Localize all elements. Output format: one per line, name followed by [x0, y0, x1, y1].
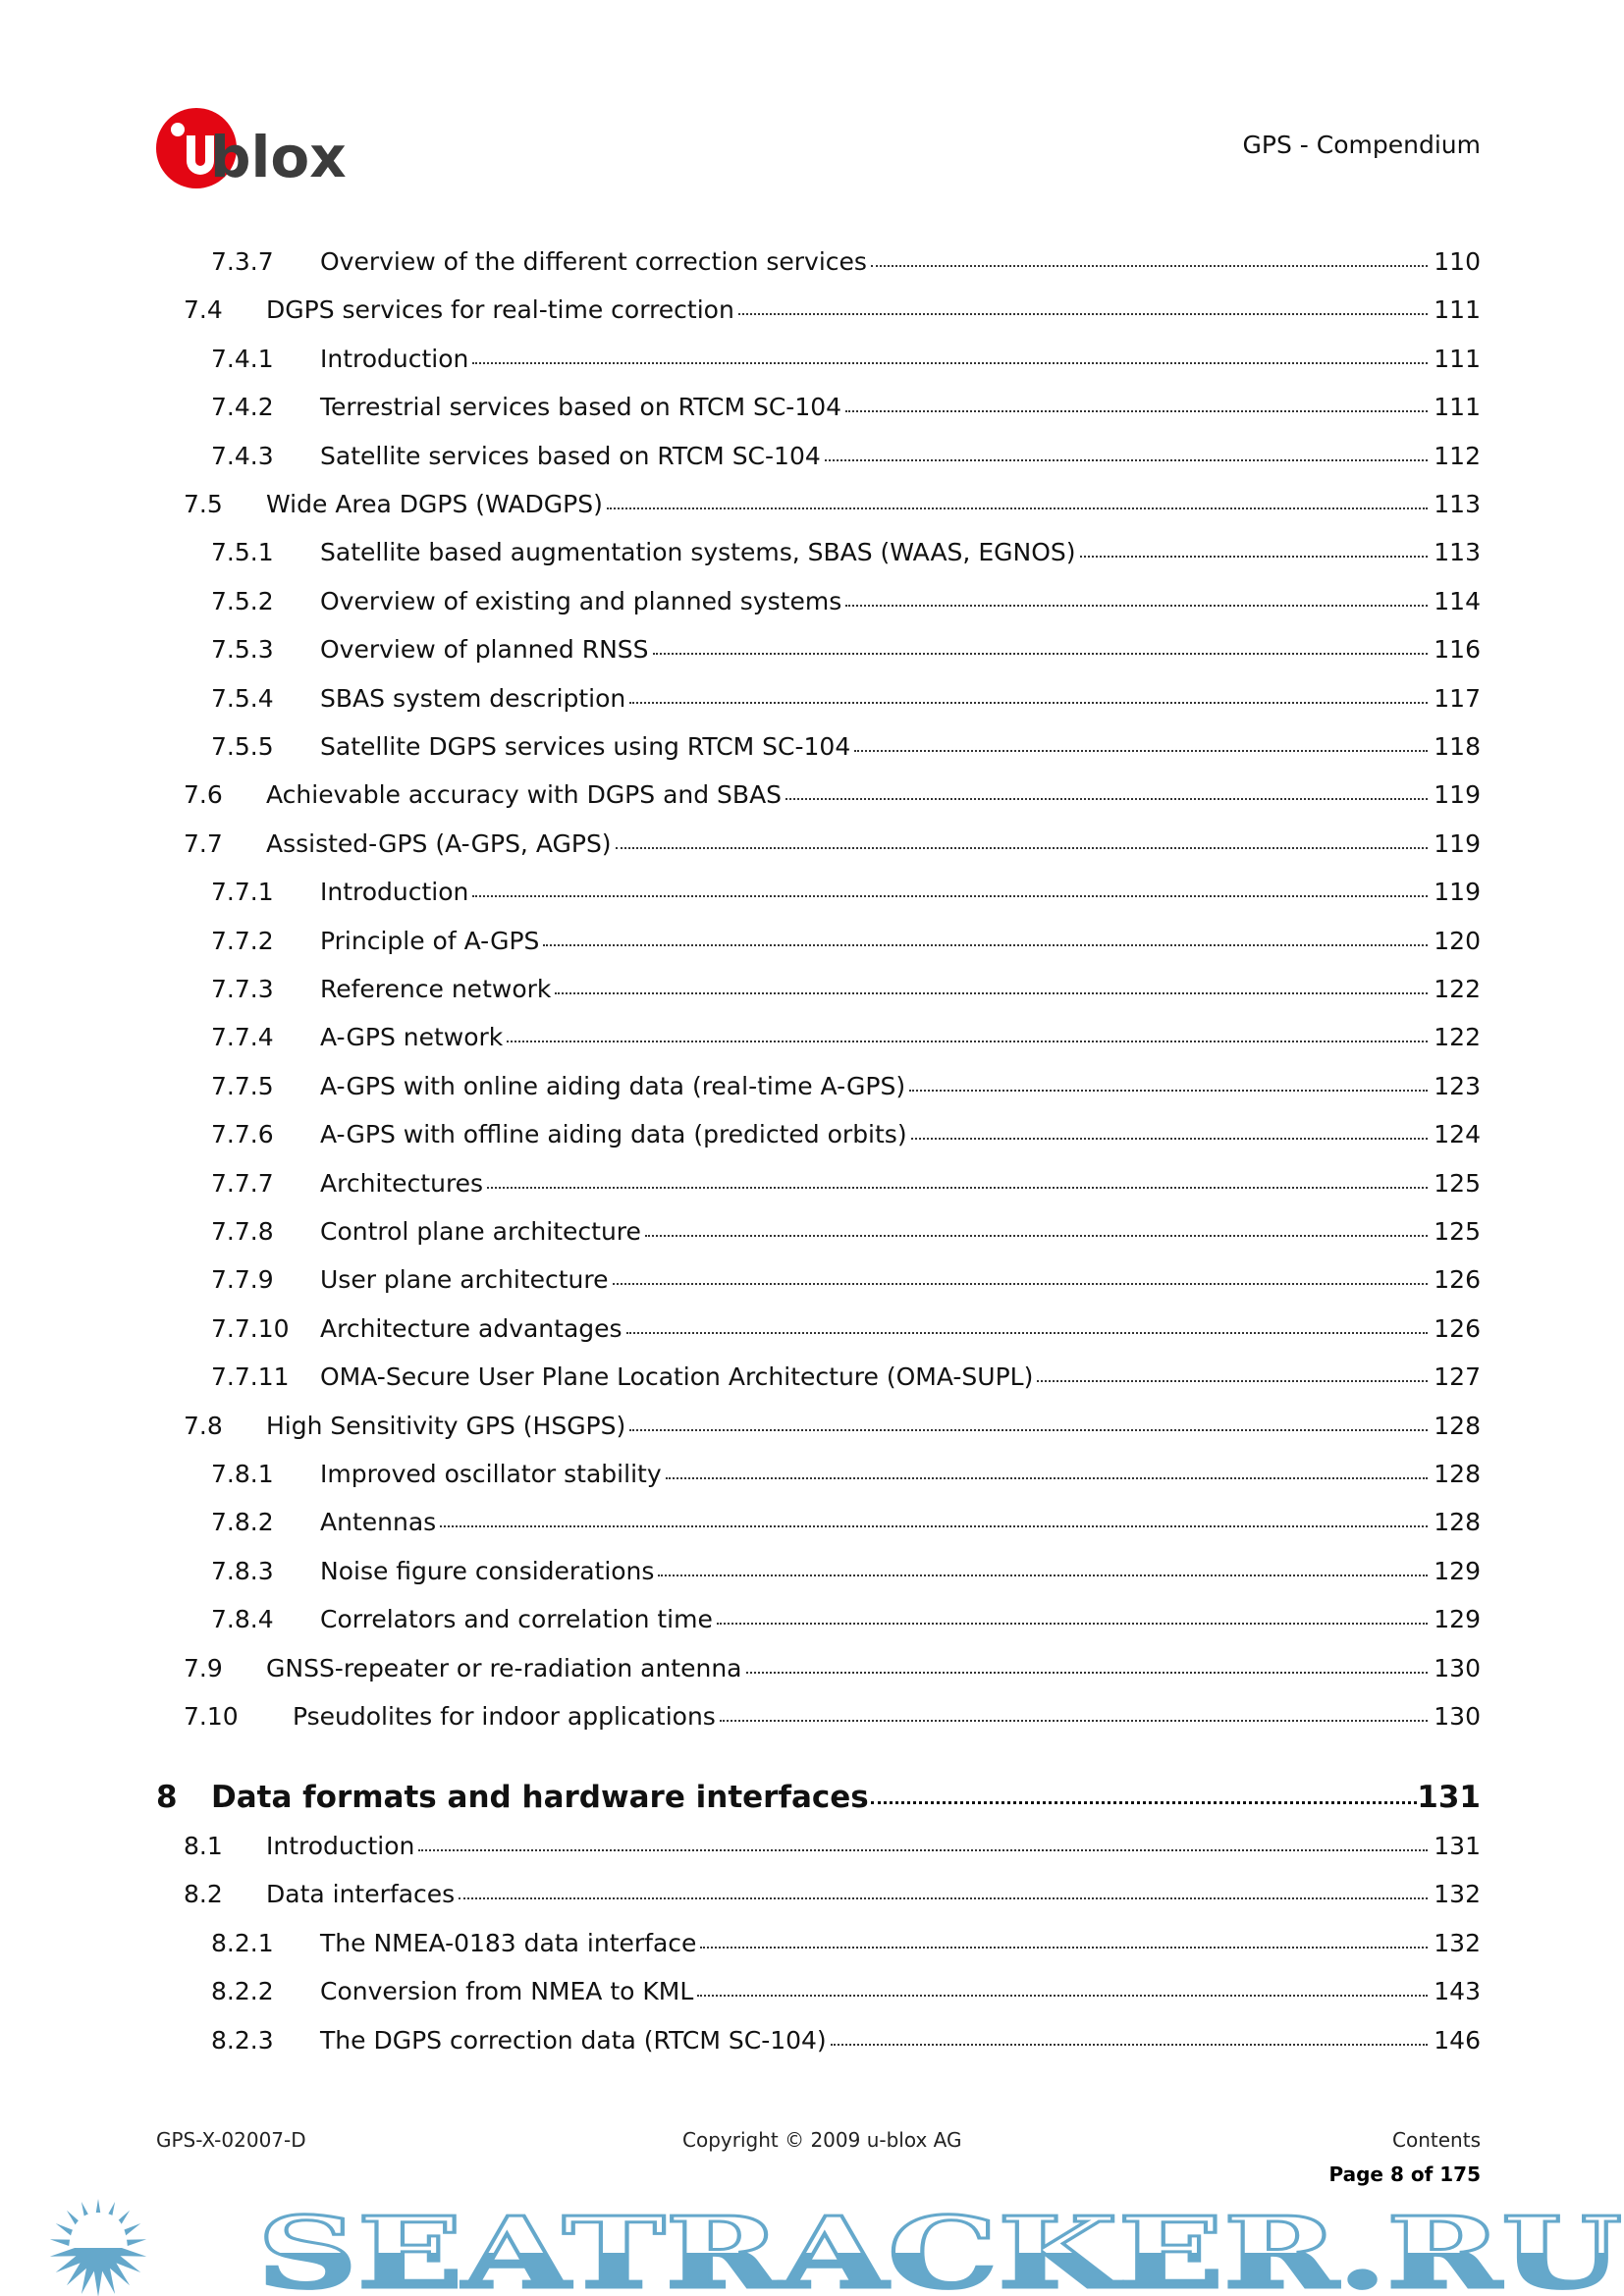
dot-leader: [555, 992, 1428, 994]
toc-entry-label: SBAS system description: [320, 683, 626, 713]
toc-entry-title: [211, 1780, 1481, 1815]
toc-entry-page: 126: [1434, 1265, 1481, 1295]
toc-entry-title: [266, 829, 1481, 858]
toc-entry[interactable]: [0, 393, 1481, 432]
toc-entry-number: 7.8.3: [211, 1556, 274, 1585]
dot-leader: [854, 750, 1428, 752]
toc-entry-title: [320, 684, 1481, 713]
toc-entry-page: 130: [1434, 1702, 1481, 1731]
toc-entry-title: [320, 1557, 1481, 1585]
dot-leader: [825, 459, 1429, 461]
footer-section: Contents: [1392, 2128, 1481, 2152]
toc-entry[interactable]: [0, 1605, 1481, 1644]
toc-entry-number: 7.8.4: [211, 1605, 274, 1634]
dot-leader: [613, 1283, 1429, 1285]
toc-entry-page: 114: [1434, 586, 1481, 615]
toc-entry[interactable]: [0, 1460, 1481, 1499]
toc-entry-page: 116: [1434, 635, 1481, 665]
watermark-text: SEATRACKER.RU: [257, 2197, 1622, 2296]
toc-entry-title: [320, 975, 1481, 1003]
toc-entry[interactable]: [0, 1977, 1481, 2016]
toc-entry-label: Data interfaces: [266, 1880, 456, 1909]
toc-entry-title: [320, 442, 1481, 470]
toc-entry-label: Satellite DGPS services using RTCM SC-104: [320, 732, 851, 761]
toc-entry[interactable]: [0, 684, 1481, 723]
toc-entry-label: Improved oscillator stability: [320, 1460, 662, 1488]
toc-entry[interactable]: [0, 732, 1481, 772]
toc-entry[interactable]: [0, 1557, 1481, 1596]
toc-entry-page: 129: [1434, 1605, 1481, 1634]
toc-entry[interactable]: [0, 1654, 1481, 1693]
toc-entry-title: [293, 1702, 1481, 1731]
toc-entry-page: 126: [1434, 1313, 1481, 1343]
toc-entry-title: [320, 1362, 1481, 1391]
toc-entry-label: Control plane architecture: [320, 1217, 641, 1246]
toc-entry-title: [320, 345, 1481, 373]
toc-entry-label: The DGPS correction data (RTCM SC-104): [320, 2025, 827, 2055]
dot-leader: [616, 847, 1429, 849]
toc-entry-title: [320, 2026, 1481, 2055]
dot-leader: [845, 605, 1428, 607]
dot-leader: [845, 410, 1428, 412]
toc-entry-title: [320, 1023, 1481, 1051]
dot-leader: [717, 1623, 1428, 1625]
toc-entry[interactable]: [0, 927, 1481, 966]
dot-leader: [697, 1995, 1428, 1997]
dot-leader: [785, 798, 1428, 800]
toc-entry[interactable]: [0, 295, 1481, 335]
toc-entry[interactable]: [0, 635, 1481, 674]
toc-entry-label: Overview of planned RNSS: [320, 635, 649, 665]
toc-entry-number: 7.7.7: [211, 1168, 274, 1198]
toc-entry-page: 112: [1434, 441, 1481, 470]
document-title: GPS - Compendium: [1242, 131, 1481, 159]
toc-entry-page: 130: [1434, 1653, 1481, 1682]
toc-entry[interactable]: [0, 2026, 1481, 2065]
sun-icon: [50, 2199, 146, 2296]
toc-entry-title: [266, 1412, 1481, 1440]
dot-leader: [626, 1332, 1429, 1334]
toc-entry-page: 125: [1434, 1168, 1481, 1198]
toc-entry-label: Architectures: [320, 1168, 484, 1198]
dot-leader: [607, 507, 1428, 509]
toc-entry-number: 7.5.5: [211, 732, 274, 761]
toc-entry-page: 143: [1434, 1977, 1481, 2006]
toc-entry-number: 7.4.3: [211, 441, 274, 470]
toc-entry-title: [320, 1217, 1481, 1246]
toc-entry[interactable]: [0, 780, 1481, 820]
toc-entry-page: 111: [1434, 344, 1481, 373]
dot-leader: [871, 1801, 1418, 1804]
toc-entry-number: 7.4: [184, 295, 223, 325]
toc-entry-label: Satellite services based on RTCM SC-104: [320, 441, 821, 470]
footer-page-number: Page 8 of 175: [1328, 2163, 1481, 2186]
toc-entry-title: [320, 1314, 1481, 1343]
dot-leader: [653, 653, 1429, 655]
toc-entry-label: User plane architecture: [320, 1265, 609, 1295]
toc-entry-label: High Sensitivity GPS (HSGPS): [266, 1411, 626, 1440]
toc-entry-number: 7.7.5: [211, 1071, 274, 1100]
toc-entry-number: 8.2: [184, 1880, 223, 1909]
toc-entry-title: [266, 490, 1481, 518]
toc-entry-page: 128: [1434, 1460, 1481, 1488]
toc-entry-page: 111: [1434, 295, 1481, 325]
dot-leader: [507, 1041, 1428, 1042]
toc-entry-label: Correlators and correlation time: [320, 1605, 713, 1634]
toc-entry-title: [266, 780, 1481, 809]
toc-entry[interactable]: [0, 1780, 1481, 1819]
toc-entry-page: 122: [1434, 975, 1481, 1003]
toc-entry-title: [266, 295, 1481, 324]
toc-entry-label: The NMEA-0183 data interface: [320, 1928, 697, 1957]
toc-entry-label: Achievable accuracy with DGPS and SBAS: [266, 780, 783, 810]
toc-entry-page: 127: [1434, 1362, 1481, 1392]
toc-entry-title: [320, 1929, 1481, 1957]
footer-copyright: Copyright © 2009 u-blox AG: [682, 2128, 962, 2152]
toc-entry[interactable]: [0, 1217, 1481, 1256]
toc-entry-page: 129: [1434, 1556, 1481, 1585]
toc-entry-number: 7.7.10: [211, 1313, 290, 1343]
toc-entry-title: [320, 247, 1481, 276]
toc-entry-page: 119: [1434, 878, 1481, 907]
toc-entry-number: 7.5.2: [211, 586, 274, 615]
toc-entry-label: Satellite based augmentation systems, SBAS (WAAS, EGNOS): [320, 538, 1076, 567]
toc-entry-title: [320, 635, 1481, 664]
toc-entry-page: 119: [1434, 780, 1481, 810]
toc-entry-number: 7.5.3: [211, 635, 274, 665]
toc-entry-label: Pseudolites for indoor applications: [293, 1702, 716, 1731]
dot-leader: [472, 362, 1428, 364]
toc-entry-page: 131: [1434, 1832, 1481, 1860]
toc-entry-number: 7.8.2: [211, 1508, 274, 1537]
dot-leader: [629, 1429, 1428, 1431]
dot-leader: [720, 1720, 1428, 1722]
toc-entry-number: 7.3.7: [211, 247, 274, 276]
toc-entry-title: [320, 1460, 1481, 1488]
toc-entry-title: [320, 1169, 1481, 1198]
toc-entry-label: A-GPS with offline aiding data (predicted orbits): [320, 1120, 907, 1149]
toc-entry-title: [320, 1508, 1481, 1536]
toc-entry[interactable]: [0, 1362, 1481, 1402]
dot-leader: [472, 895, 1428, 897]
dot-leader: [831, 2044, 1429, 2046]
toc-entry-label: DGPS services for real-time correction: [266, 295, 734, 325]
toc-entry-label: Antennas: [320, 1508, 437, 1537]
toc-entry-number: 7.6: [184, 780, 223, 810]
toc-entry-page: 120: [1434, 926, 1481, 955]
dot-leader: [645, 1235, 1428, 1237]
toc-entry[interactable]: [0, 247, 1481, 287]
dot-leader: [1037, 1380, 1428, 1382]
dot-leader: [629, 702, 1428, 704]
toc-entry-label: Conversion from NMEA to KML: [320, 1977, 694, 2006]
toc-entry[interactable]: [0, 1023, 1481, 1062]
dot-leader: [666, 1477, 1429, 1479]
toc-entry-label: Overview of the different correction services: [320, 247, 867, 276]
toc-entry-page: 110: [1434, 247, 1481, 276]
toc-entry-label: Introduction: [320, 344, 469, 373]
toc-entry-label: Wide Area DGPS (WADGPS): [266, 490, 603, 518]
toc-entry-title: [320, 1977, 1481, 2005]
toc-entry-number: 7.5.1: [211, 538, 274, 567]
toc-entry-number: 7.7.9: [211, 1265, 274, 1295]
dot-leader: [658, 1575, 1428, 1576]
toc-entry-number: 8.2.1: [211, 1928, 274, 1957]
toc-entry-number: 7.8: [184, 1411, 223, 1440]
toc-entry[interactable]: [0, 1412, 1481, 1451]
toc-entry[interactable]: [0, 442, 1481, 481]
toc-entry-label: Terrestrial services based on RTCM SC-104: [320, 393, 842, 422]
ublox-logo: [153, 106, 369, 190]
dot-leader: [746, 1672, 1429, 1674]
toc-entry-title: [320, 587, 1481, 615]
toc-entry-title: [320, 1072, 1481, 1100]
toc-entry-title: [266, 1654, 1481, 1682]
toc-entry-number: 8: [156, 1780, 178, 1815]
toc-entry[interactable]: [0, 1314, 1481, 1354]
toc-entry-page: 132: [1434, 1880, 1481, 1909]
toc-entry-page: 146: [1434, 2025, 1481, 2055]
toc-entry-number: 7.7.8: [211, 1217, 274, 1246]
toc-entry-label: OMA-Secure User Plane Location Architecture (OMA-SUPL): [320, 1362, 1034, 1392]
toc-entry-label: Noise figure considerations: [320, 1556, 655, 1585]
footer-doc-id: GPS-X-02007-D: [156, 2128, 306, 2152]
toc-entry-label: Principle of A-GPS: [320, 926, 540, 955]
toc-entry-label: Assisted-GPS (A-GPS, AGPS): [266, 828, 612, 858]
toc-entry[interactable]: [0, 1880, 1481, 1919]
toc-entry-number: 7.7.4: [211, 1023, 274, 1052]
toc-entry-page: 122: [1434, 1023, 1481, 1052]
toc-entry-title: [320, 732, 1481, 761]
toc-entry-number: 7.7.1: [211, 878, 274, 907]
toc-entry-page: 125: [1434, 1217, 1481, 1246]
toc-entry[interactable]: [0, 490, 1481, 529]
toc-entry-label: Architecture advantages: [320, 1313, 623, 1343]
toc-entry-page: 118: [1434, 732, 1481, 761]
toc-entry-title: [320, 1265, 1481, 1294]
toc-entry-title: [320, 538, 1481, 566]
toc-entry[interactable]: [0, 538, 1481, 577]
toc-entry-title: [320, 1605, 1481, 1633]
toc-entry-number: 7.7.3: [211, 975, 274, 1003]
toc-entry-number: 8.2.3: [211, 2025, 274, 2055]
toc-entry-page: 113: [1434, 490, 1481, 518]
toc-entry-page: 119: [1434, 828, 1481, 858]
toc-entry-number: 7.5: [184, 490, 223, 518]
toc-entry-page: 113: [1434, 538, 1481, 567]
toc-entry-label: GNSS-repeater or re-radiation antenna: [266, 1653, 742, 1682]
toc-entry-label: Overview of existing and planned systems: [320, 586, 842, 615]
toc-entry-label: Introduction: [266, 1832, 415, 1860]
dot-leader: [871, 265, 1428, 267]
toc-entry-title: [320, 1120, 1481, 1148]
toc-entry-number: 7.10: [184, 1702, 239, 1731]
toc-entry-number: 7.7.11: [211, 1362, 290, 1392]
toc-entry-label: A-GPS network: [320, 1023, 504, 1052]
toc-entry-page: 128: [1434, 1411, 1481, 1440]
toc-entry[interactable]: [0, 1072, 1481, 1111]
toc-entry[interactable]: [0, 829, 1481, 869]
toc-entry-label: A-GPS with online aiding data (real-time A-GPS): [320, 1071, 906, 1100]
toc-entry-number: 7.7.6: [211, 1120, 274, 1149]
dot-leader: [911, 1138, 1429, 1140]
toc-entry[interactable]: [0, 1120, 1481, 1159]
dot-leader: [1080, 556, 1429, 558]
toc-entry[interactable]: [0, 1508, 1481, 1547]
toc-entry[interactable]: [0, 1265, 1481, 1305]
toc-entry-page: 128: [1434, 1508, 1481, 1537]
dot-leader: [440, 1525, 1428, 1527]
toc-entry[interactable]: [0, 1169, 1481, 1208]
toc-entry-number: 7.9: [184, 1653, 223, 1682]
toc-entry-number: 8.1: [184, 1832, 223, 1860]
toc-entry[interactable]: [0, 1832, 1481, 1871]
svg-text:blox: blox: [210, 124, 347, 190]
toc-entry-page: 132: [1434, 1928, 1481, 1957]
toc-entry-page: 124: [1434, 1120, 1481, 1149]
toc-entry-number: 7.4.2: [211, 393, 274, 422]
toc-entry-title: [266, 1880, 1481, 1908]
dot-leader: [487, 1187, 1428, 1189]
dot-leader: [738, 313, 1428, 315]
watermark: [0, 2197, 1624, 2296]
dot-leader: [909, 1090, 1428, 1092]
dot-leader: [418, 1849, 1428, 1851]
toc-entry-title: [266, 1832, 1481, 1860]
toc-entry-page: 131: [1417, 1780, 1481, 1815]
toc-entry-number: 7.7: [184, 828, 223, 858]
toc-entry[interactable]: [0, 975, 1481, 1014]
toc-entry[interactable]: [0, 878, 1481, 917]
toc-entry-page: 111: [1434, 393, 1481, 422]
toc-entry[interactable]: [0, 1702, 1481, 1741]
toc-entry-number: 7.8.1: [211, 1460, 274, 1488]
toc-entry-title: [320, 927, 1481, 955]
toc-entry[interactable]: [0, 1929, 1481, 1968]
toc-entry-title: [320, 878, 1481, 906]
toc-entry-number: 7.5.4: [211, 683, 274, 713]
toc-entry-number: 7.7.2: [211, 926, 274, 955]
toc-entry-title: [320, 393, 1481, 421]
toc-entry[interactable]: [0, 587, 1481, 626]
dot-leader: [543, 944, 1428, 946]
toc-entry-number: 8.2.2: [211, 1977, 274, 2006]
toc-entry-page: 117: [1434, 683, 1481, 713]
toc-entry-label: Data formats and hardware interfaces: [211, 1780, 869, 1815]
toc-entry-page: 123: [1434, 1071, 1481, 1100]
toc-entry-number: 7.4.1: [211, 344, 274, 373]
dot-leader: [700, 1947, 1428, 1949]
dot-leader: [459, 1897, 1428, 1899]
toc-entry-label: Introduction: [320, 878, 469, 907]
toc-entry-label: Reference network: [320, 975, 552, 1003]
toc-entry[interactable]: [0, 345, 1481, 384]
